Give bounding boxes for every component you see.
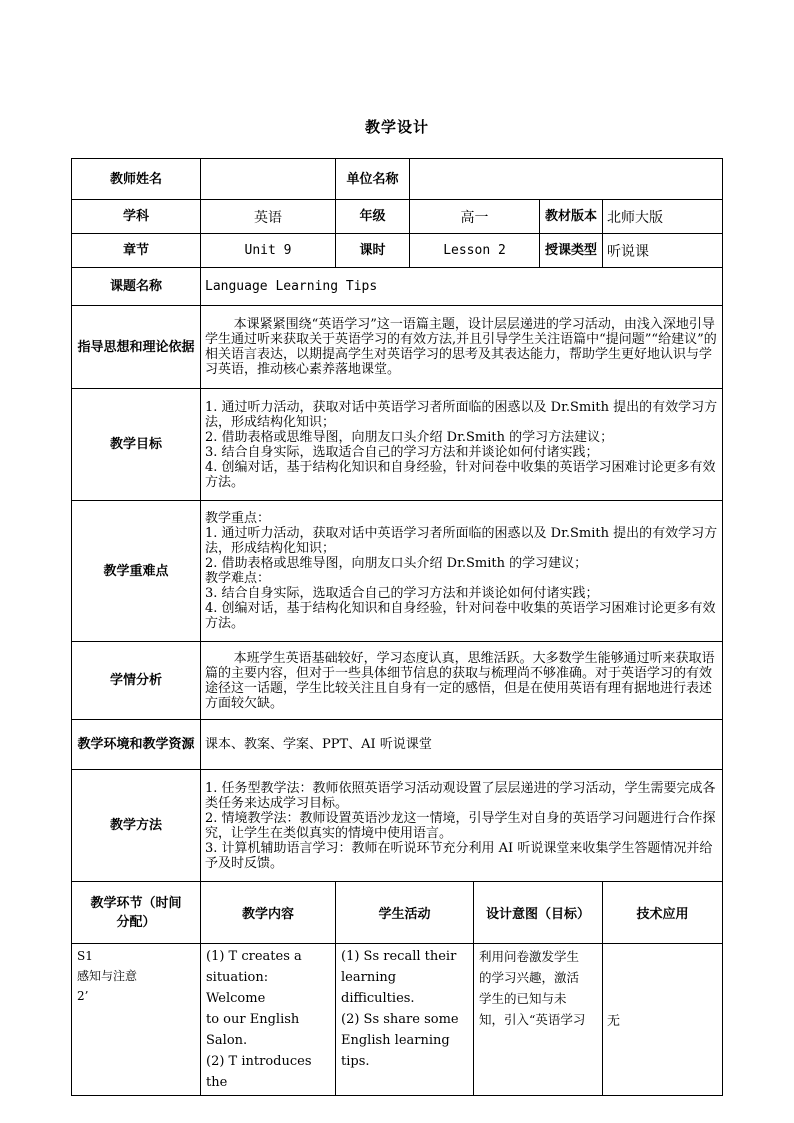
row-teacher xyxy=(72,159,723,200)
process-activity-cell: (1) Ss recall their learning difficulties. (2) Ss share some English learning tips. xyxy=(336,944,474,1096)
row-key-points xyxy=(72,501,723,642)
grade-value: 高一 xyxy=(410,200,540,234)
process-intent-header: 设计意图（目标） xyxy=(474,882,603,944)
row-resources xyxy=(72,720,723,770)
textbook-label: 教材版本 xyxy=(540,200,603,234)
key-point-line: 1. 通过听力活动，获取对话中英语学习者所面临的困惑以及 Dr.Smith 提出的有效学习方法，形成结构化知识； xyxy=(205,526,718,556)
row-objectives xyxy=(72,389,723,501)
lesson-type-label: 授课类型 xyxy=(540,234,603,268)
process-content-header: 教学内容 xyxy=(201,882,336,944)
objective-item: 2. 借助表格或思维导图，向朋友口头介绍 Dr.Smith 的学习方法建议； xyxy=(205,429,614,445)
methods-text xyxy=(201,770,723,882)
period-value: Lesson 2 xyxy=(410,234,540,268)
method-item: 2. 情境教学法：教师设置英语沙龙这一情境，引导学生对自身的英语学习问题进行合作探究，让学生在类似真实的情境中使用语言。 xyxy=(205,810,716,841)
key-points-text xyxy=(201,501,723,642)
row-topic xyxy=(72,268,723,306)
analysis-text: 本班学生英语基础较好，学习态度认真，思维活跃。大多数学生能够通过听来获取语篇的主要内容，但对于一些具体细节信息的获取与梳理尚不够准确。对于英语学习的有效途径这一话题，学生比较关注且自身有一定的感悟，但是在使用英语有理有据地进行表述方面较欠缺。 xyxy=(201,642,723,720)
key-point-line: 3. 结合自身实际，选取适合自己的学习方法和并谈论如何付诸实践； xyxy=(205,586,599,601)
chapter-label: 章节 xyxy=(72,234,201,268)
subject-label: 学科 xyxy=(72,200,201,234)
key-point-line: 2. 借助表格或思维导图，向朋友口头介绍 Dr.Smith 的学习建议； xyxy=(205,556,588,571)
resources-text: 课本、教案、学案、PPT、AI 听说课堂 xyxy=(201,720,723,770)
key-points-label: 教学重难点 xyxy=(72,501,201,642)
row-analysis xyxy=(72,642,723,720)
document-title: 教学设计 xyxy=(364,118,429,136)
process-tech-header: 技术应用 xyxy=(603,882,723,944)
unit-name-value xyxy=(410,159,723,200)
unit-name-label: 单位名称 xyxy=(336,159,410,200)
lesson-plan-table xyxy=(71,158,723,1096)
subject-value: 英语 xyxy=(201,200,336,234)
process-activity-header: 学生活动 xyxy=(336,882,474,944)
methods-label: 教学方法 xyxy=(72,770,201,882)
period-label: 课时 xyxy=(336,234,410,268)
key-point-line: 教学难点： xyxy=(205,571,271,586)
row-subject xyxy=(72,200,723,234)
guiding-text: 本课紧紧围绕“英语学习”这一语篇主题，设计层层递进的学习活动，由浅入深地引导学生通过听来获取关于英语学习的有效方法,并且引导学生关注语篇中“提问题”“给建议”的相关语言表达，以期提高学生对英语学习的思考及其表达能力，帮助学生更好地认识与学习英语，推动核心素养落地课堂。 xyxy=(201,306,723,389)
grade-label: 年级 xyxy=(336,200,410,234)
key-point-line: 教学重点： xyxy=(205,511,271,526)
row-guiding xyxy=(72,306,723,389)
textbook-value: 北师大版 xyxy=(603,200,723,234)
table-row xyxy=(72,944,723,1096)
teacher-name-value xyxy=(201,159,336,200)
topic-value: Language Learning Tips xyxy=(201,268,723,306)
objectives-label: 教学目标 xyxy=(72,389,201,501)
row-process-header xyxy=(72,882,723,944)
row-chapter xyxy=(72,234,723,268)
process-stage-header: 教学环节（时间分配） xyxy=(72,882,201,944)
resources-label: 教学环境和教学资源 xyxy=(72,720,201,770)
lesson-type-value: 听说课 xyxy=(603,234,723,268)
process-tech-cell: 无 xyxy=(603,944,723,1096)
chapter-value: Unit 9 xyxy=(201,234,336,268)
method-item: 1. 任务型教学法：教师依照英语学习活动观设置了层层递进的学习活动，学生需要完成各类任务来达成学习目标。 xyxy=(205,780,716,811)
topic-label: 课题名称 xyxy=(72,268,201,306)
row-methods xyxy=(72,770,723,882)
process-content-cell: (1) T creates a situation: Welcome to our English Salon. (2) T introduces the xyxy=(201,944,336,1096)
method-item: 3. 计算机辅助语言学习：教师在听说环节充分利用 AI 听说课堂来收集学生答题情况并给予及时反馈。 xyxy=(205,840,713,871)
objective-item: 1. 通过听力活动，获取对话中英语学习者所面临的困惑以及 Dr.Smith 提出的有效学习方法，形成结构化知识； xyxy=(205,399,718,430)
teacher-name-label: 教师姓名 xyxy=(72,159,201,200)
analysis-label: 学情分析 xyxy=(72,642,201,720)
process-intent-cell: 利用问卷激发学生 的学习兴趣，激活 学生的已知与未 知，引入“英语学习 xyxy=(474,944,603,1096)
objective-item: 4. 创编对话，基于结构化知识和自身经验，针对问卷中收集的英语学习困难讨论更多有效方法。 xyxy=(205,459,716,490)
process-stage-cell: S1 感知与注意 2’ xyxy=(72,944,201,1096)
objectives-text xyxy=(201,389,723,501)
objective-item: 3. 结合自身实际，选取适合自己的学习方法和并谈论如何付诸实践； xyxy=(205,444,599,460)
guiding-label: 指导思想和理论依据 xyxy=(72,306,201,389)
key-point-line: 4. 创编对话，基于结构化知识和自身经验，针对问卷中收集的英语学习困难讨论更多有效方法。 xyxy=(205,601,716,631)
